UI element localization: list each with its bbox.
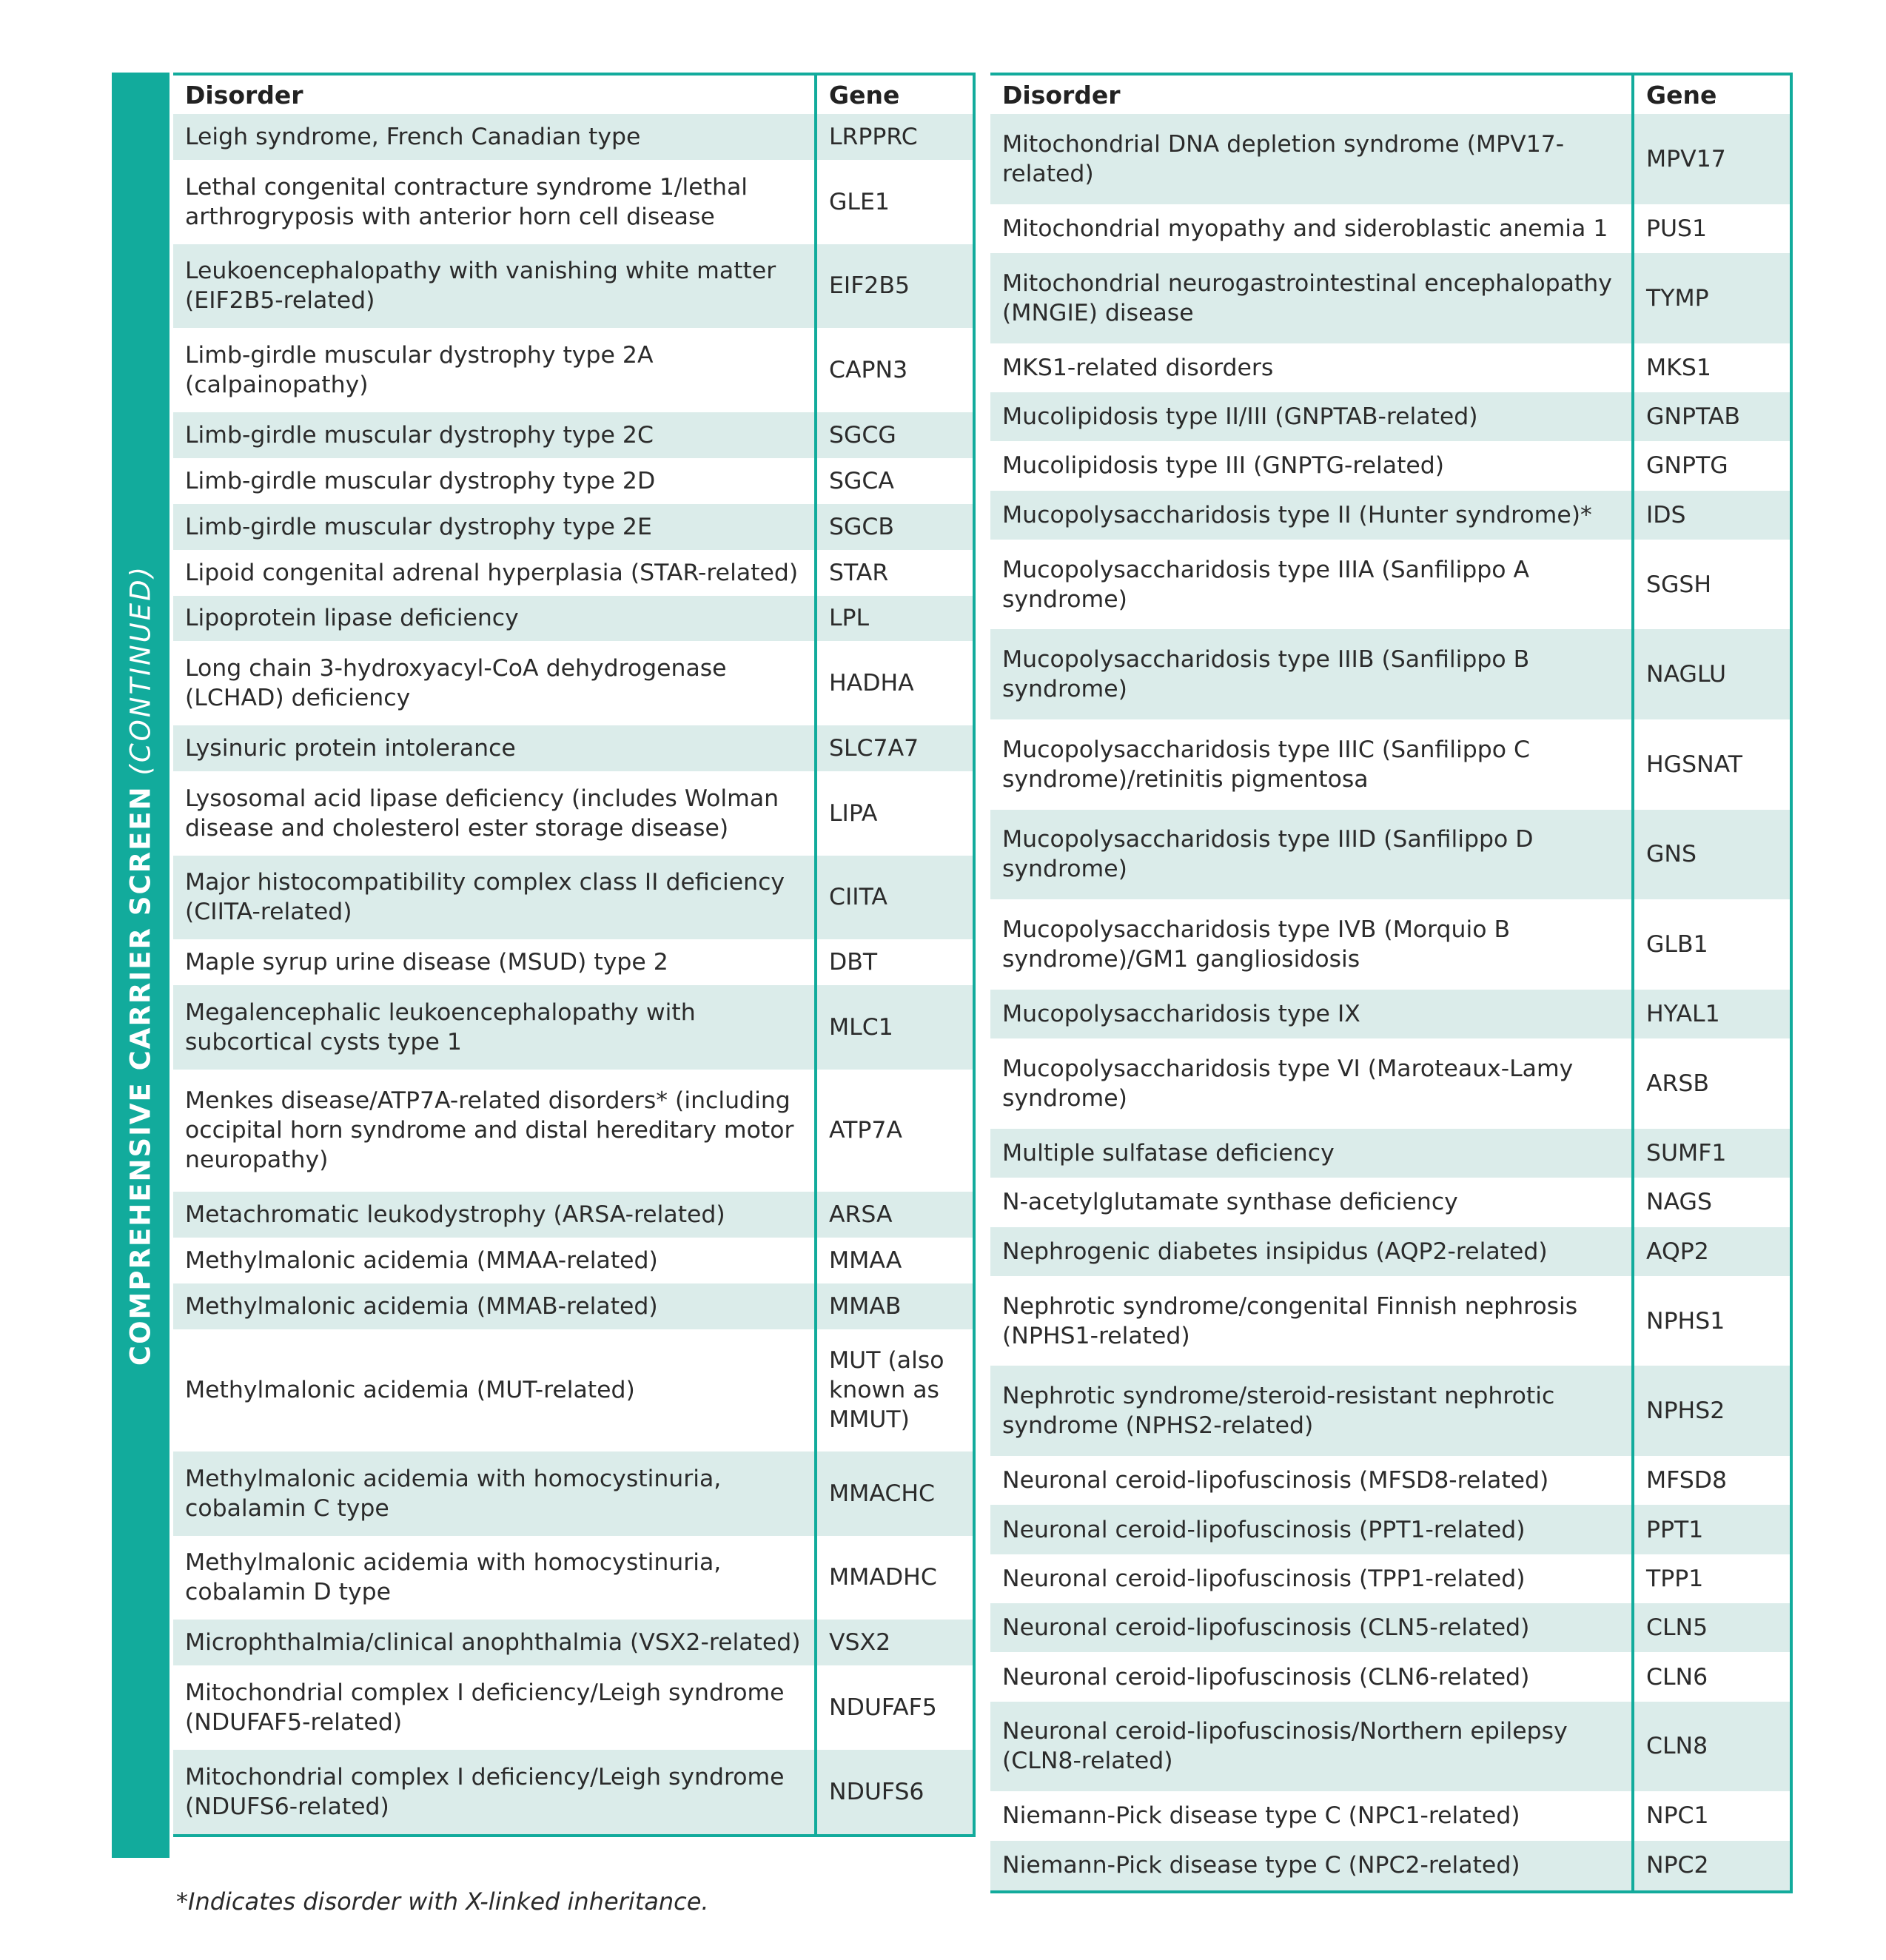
gene-cell: NDUFAF5 [816,1665,974,1750]
disorder-cell: Nephrotic syndrome/steroid-resistant nephrotic syndrome (NPHS2-related) [990,1366,1633,1456]
table-row [990,491,1791,540]
disorder-cell: Mucopolysaccharidosis type IIIC (Sanfilippo C syndrome)/retinitis pigmentosa [990,719,1633,810]
gene-cell: NPC1 [1633,1791,1791,1840]
disorder-cell: Limb-girdle muscular dystrophy type 2A (calpainopathy) [173,328,816,412]
section-title-main: COMPREHENSIVE CARRIER SCREEN [124,785,157,1366]
table-row [173,1238,974,1283]
table-row [173,596,974,642]
disorder-cell: Methylmalonic acidemia (MMAB-related) [173,1283,816,1329]
table-row [990,114,1791,204]
disorder-cell: Major histocompatibility complex class II deficiency (CIITA-related) [173,856,816,940]
table-row [990,343,1791,392]
gene-cell: MMAB [816,1283,974,1329]
disorder-cell: Mucopolysaccharidosis type IVB (Morquio B syndrome)/GM1 gangliosidosis [990,899,1633,990]
table-row [173,1070,974,1192]
table-row [990,1129,1791,1178]
gene-column-header: Gene [1633,74,1791,114]
table-row [990,1366,1791,1456]
table-row [990,1178,1791,1226]
gene-cell: NPC2 [1633,1841,1791,1892]
table-row [173,504,974,550]
table-row [173,244,974,329]
table-row [173,160,974,244]
table-row [173,1329,974,1451]
table-row [173,1665,974,1750]
gene-cell: ARSB [1633,1038,1791,1129]
disorder-cell: Leigh syndrome, French Canadian type [173,114,816,160]
table-row [990,1038,1791,1129]
table-row [173,641,974,725]
gene-cell: STAR [816,550,974,596]
gene-cell: SGCB [816,504,974,550]
gene-cell: ARSA [816,1192,974,1238]
disorder-cell: Methylmalonic acidemia with homocystinuria, cobalamin D type [173,1536,816,1620]
table-row [990,1505,1791,1554]
gene-cell: EIF2B5 [816,244,974,329]
gene-cell: HYAL1 [1633,990,1791,1038]
table-row [173,1451,974,1536]
table-body-left [173,114,974,1836]
gene-cell: TYMP [1633,253,1791,343]
disorder-cell: Mucolipidosis type III (GNPTG-related) [990,441,1633,490]
disorder-cell: Mucolipidosis type II/III (GNPTAB-related) [990,392,1633,441]
gene-cell: VSX2 [816,1620,974,1665]
gene-cell: TPP1 [1633,1554,1791,1603]
gene-cell: HADHA [816,641,974,725]
table-row [173,1750,974,1836]
gene-cell: CIITA [816,856,974,940]
gene-cell: SGCG [816,412,974,458]
disorder-cell: Mucopolysaccharidosis type IIID (Sanfilippo D syndrome) [990,810,1633,900]
disorder-cell: Neuronal ceroid-lipofuscinosis (CLN6-related) [990,1652,1633,1701]
section-title [125,565,157,1366]
table-row [173,1536,974,1620]
disorder-cell: Limb-girdle muscular dystrophy type 2E [173,504,816,550]
table-row [990,1603,1791,1652]
gene-cell: MUT (also known as MMUT) [816,1329,974,1451]
table-row [990,1702,1791,1792]
disorder-cell: Neuronal ceroid-lipofuscinosis (MFSD8-related) [990,1456,1633,1505]
disorder-cell: Long chain 3-hydroxyacyl-CoA dehydrogenase (LCHAD) deficiency [173,641,816,725]
gene-cell: SUMF1 [1633,1129,1791,1178]
gene-cell: GNS [1633,810,1791,900]
disorder-cell: Mucopolysaccharidosis type IIIB (Sanfilippo B syndrome) [990,629,1633,719]
table-row [990,719,1791,810]
disorder-cell: Leukoencephalopathy with vanishing white matter (EIF2B5-related) [173,244,816,329]
gene-cell: MMADHC [816,1536,974,1620]
gene-cell: PUS1 [1633,204,1791,253]
disorder-cell: Lysosomal acid lipase deficiency (includes Wolman disease and cholesterol ester storage disease) [173,771,816,856]
gene-cell: CLN6 [1633,1652,1791,1701]
gene-cell: MMACHC [816,1451,974,1536]
gene-cell: MMAA [816,1238,974,1283]
disorder-cell: Neuronal ceroid-lipofuscinosis (PPT1-related) [990,1505,1633,1554]
table-row [990,1456,1791,1505]
table-row [173,114,974,160]
disorder-cell: Lysinuric protein intolerance [173,725,816,771]
disorder-cell: Niemann-Pick disease type C (NPC1-related) [990,1791,1633,1840]
gene-cell: NPHS2 [1633,1366,1791,1456]
gene-cell: MFSD8 [1633,1456,1791,1505]
table-row [990,253,1791,343]
disorder-cell: Methylmalonic acidemia (MMAA-related) [173,1238,816,1283]
gene-cell: MKS1 [1633,343,1791,392]
table-row [990,1652,1791,1701]
disorder-cell: Mitochondrial neurogastrointestinal encephalopathy (MNGIE) disease [990,253,1633,343]
disorder-cell: Maple syrup urine disease (MSUD) type 2 [173,939,816,985]
gene-cell: GLB1 [1633,899,1791,990]
gene-cell: GLE1 [816,160,974,244]
gene-cell: GNPTAB [1633,392,1791,441]
gene-cell: DBT [816,939,974,985]
disorder-cell: Methylmalonic acidemia with homocystinuria, cobalamin C type [173,1451,816,1536]
gene-cell: GNPTG [1633,441,1791,490]
disorder-column-header: Disorder [173,74,816,114]
gene-cell: NDUFS6 [816,1750,974,1836]
gene-cell: CAPN3 [816,328,974,412]
table-row [173,1620,974,1665]
table-body-right [990,114,1791,1892]
gene-cell: SGSH [1633,540,1791,630]
disorder-cell: Microphthalmia/clinical anophthalmia (VSX2-related) [173,1620,816,1665]
table-header-row [990,74,1791,114]
disorder-cell: Nephrotic syndrome/congenital Finnish nephrosis (NPHS1-related) [990,1276,1633,1366]
table-row [173,985,974,1070]
gene-cell: LIPA [816,771,974,856]
disorder-cell: Limb-girdle muscular dystrophy type 2D [173,458,816,504]
disorder-table-left [173,73,976,1837]
table-row [173,458,974,504]
table-row [173,1192,974,1238]
table-row [990,441,1791,490]
disorder-column-header: Disorder [990,74,1633,114]
gene-column-header: Gene [816,74,974,114]
gene-cell: LPL [816,596,974,642]
gene-cell: LRPPRC [816,114,974,160]
table-row [990,1841,1791,1892]
disorder-cell: Limb-girdle muscular dystrophy type 2C [173,412,816,458]
table-row [173,1283,974,1329]
disorder-cell: Lethal congenital contracture syndrome 1/lethal arthrogryposis with anterior horn cell disease [173,160,816,244]
table-row [990,1791,1791,1840]
gene-cell: CLN5 [1633,1603,1791,1652]
gene-cell: CLN8 [1633,1702,1791,1792]
disorder-cell: Mucopolysaccharidosis type IX [990,990,1633,1038]
gene-cell: IDS [1633,491,1791,540]
disorder-cell: Nephrogenic diabetes insipidus (AQP2-related) [990,1227,1633,1276]
gene-cell: SLC7A7 [816,725,974,771]
disorder-cell: Mitochondrial complex I deficiency/Leigh syndrome (NDUFAF5-related) [173,1665,816,1750]
disorder-cell: Mitochondrial DNA depletion syndrome (MPV17-related) [990,114,1633,204]
gene-cell: MPV17 [1633,114,1791,204]
table-row [990,899,1791,990]
disorder-cell: Metachromatic leukodystrophy (ARSA-related) [173,1192,816,1238]
disorder-cell: Megalencephalic leukoencephalopathy with subcortical cysts type 1 [173,985,816,1070]
disorder-cell: Mucopolysaccharidosis type IIIA (Sanfilippo A syndrome) [990,540,1633,630]
gene-cell: NAGLU [1633,629,1791,719]
table-row [990,1554,1791,1603]
table-row [990,629,1791,719]
disorder-cell: N-acetylglutamate synthase deficiency [990,1178,1633,1226]
disorder-cell: Lipoprotein lipase deficiency [173,596,816,642]
table-header-row [173,74,974,114]
gene-cell: ATP7A [816,1070,974,1192]
table-row [990,810,1791,900]
disorder-table-right [990,73,1793,1893]
disorder-cell: Neuronal ceroid-lipofuscinosis/Northern epilepsy (CLN8-related) [990,1702,1633,1792]
table-row [173,328,974,412]
disorder-cell: Neuronal ceroid-lipofuscinosis (CLN5-related) [990,1603,1633,1652]
disorder-cell: Niemann-Pick disease type C (NPC2-related) [990,1841,1633,1892]
table-row [990,204,1791,253]
disorder-cell: Methylmalonic acidemia (MUT-related) [173,1329,816,1451]
disorder-cell: Mucopolysaccharidosis type II (Hunter syndrome)* [990,491,1633,540]
gene-cell: AQP2 [1633,1227,1791,1276]
gene-cell: PPT1 [1633,1505,1791,1554]
gene-cell: NAGS [1633,1178,1791,1226]
table-row [173,725,974,771]
disorder-cell: Mitochondrial myopathy and sideroblastic anemia 1 [990,204,1633,253]
disorder-cell: Mitochondrial complex I deficiency/Leigh syndrome (NDUFS6-related) [173,1750,816,1836]
disorder-cell: Menkes disease/ATP7A-related disorders* (including occipital horn syndrome and distal hereditary motor neuropathy) [173,1070,816,1192]
gene-cell: NPHS1 [1633,1276,1791,1366]
table-row [990,990,1791,1038]
table-row [990,1276,1791,1366]
table-row [173,939,974,985]
table-row [990,392,1791,441]
footnote: *Indicates disorder with X-linked inheritance. [176,1887,709,1916]
disorder-cell: Mucopolysaccharidosis type VI (Maroteaux-Lamy syndrome) [990,1038,1633,1129]
gene-cell: HGSNAT [1633,719,1791,810]
section-title-continued: (CONTINUED) [124,564,157,776]
gene-cell: MLC1 [816,985,974,1070]
table-row [173,771,974,856]
disorder-cell: Lipoid congenital adrenal hyperplasia (STAR-related) [173,550,816,596]
disorder-cell: Neuronal ceroid-lipofuscinosis (TPP1-related) [990,1554,1633,1603]
disorder-cell: MKS1-related disorders [990,343,1633,392]
table-row [173,550,974,596]
table-row [990,1227,1791,1276]
table-row [173,856,974,940]
section-sidebar [112,73,170,1858]
table-row [990,540,1791,630]
gene-cell: SGCA [816,458,974,504]
disorder-cell: Multiple sulfatase deficiency [990,1129,1633,1178]
table-row [173,412,974,458]
